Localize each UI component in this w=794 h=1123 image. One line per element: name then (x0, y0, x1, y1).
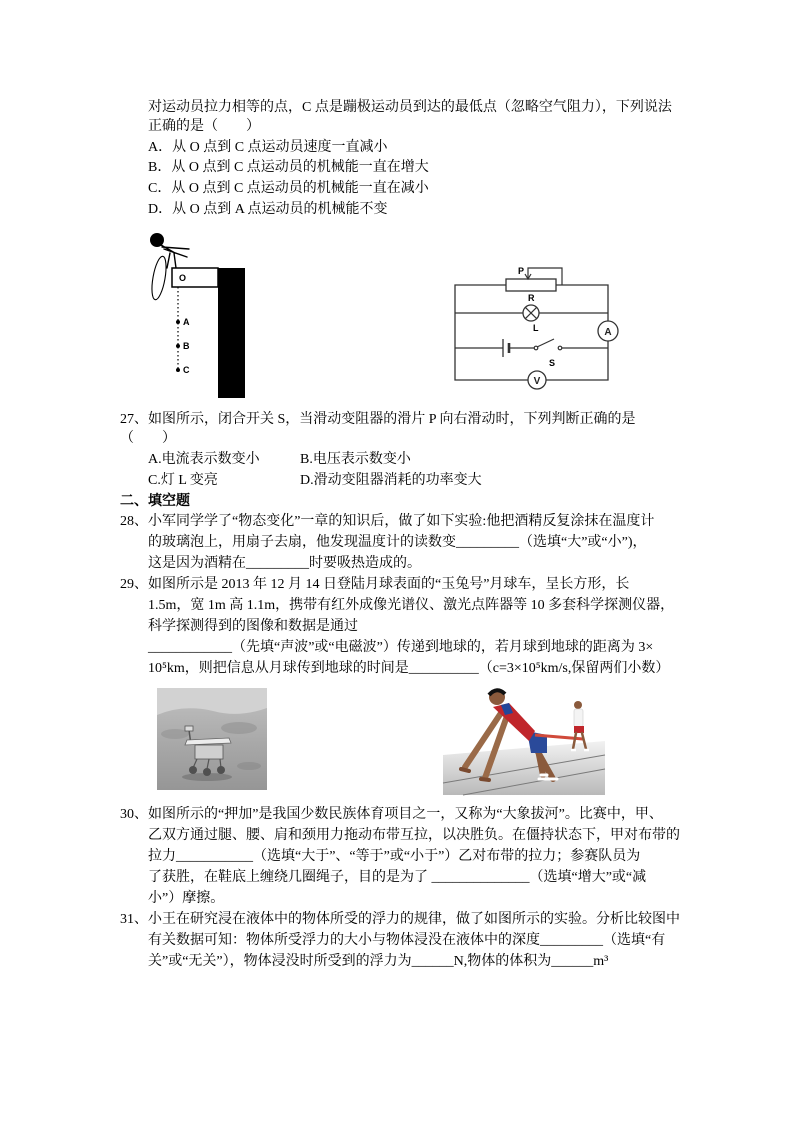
q30-line-3: 拉力___________（选填“大于”、“等于”或“小于”）乙对布带的拉力；参赛队员为 (148, 849, 641, 864)
q26-stem-line-1: 对运动员拉力相等的点，C 点是蹦极运动员到达的最低点（忽略空气阻力），下列说法 (148, 100, 672, 115)
q27-stem-line-1: 27、如图所示，闭合开关 S，当滑动变阻器的滑片 P 向右滑动时，下列判断正确的是 (120, 412, 636, 427)
circuit-diagram (448, 262, 616, 392)
q28-line-3: 这是因为酒精在_________时要吸热造成的。 (148, 556, 421, 571)
battery (503, 339, 509, 357)
point-c-label: C (183, 365, 190, 375)
q28-line-1: 28、小军同学学了“物态变化”一章的知识后，做了如下实验:他把酒精反复涂抹在温度计 (120, 514, 655, 529)
lamp-l-label: L (533, 323, 539, 333)
q26-option-c: C．从 O 点到 C 点运动员的机械能一直在减小 (148, 181, 429, 196)
bungee-diagram (145, 228, 250, 400)
switch-s (534, 339, 562, 350)
rheostat-r-label: R (528, 293, 535, 303)
q27-option-c: C.灯 L 变亮 (148, 473, 218, 488)
q31-line-3: 关”或“无关”），物体浸没时所受到的浮力为______N,物体的体积为______m³ (148, 954, 609, 969)
crater-shadow (221, 722, 257, 734)
point-b-label: B (183, 341, 190, 351)
point-c-dot (176, 368, 180, 372)
voltmeter (528, 371, 546, 389)
point-a-label: A (183, 317, 190, 327)
slider-p-label: P (518, 266, 525, 276)
rheostat (506, 279, 556, 291)
q30-line-5: 小”）摩擦。 (148, 891, 225, 906)
switch-s-label: S (549, 358, 556, 368)
q29-line-4: ____________（先填“声波”或“电磁波”）传递到地球的，若月球到地球的距离为 3× (148, 640, 654, 655)
q31-line-2: 有关数据可知：物体所受浮力的大小与物体浸没在液体中的深度_________（选填“有 (148, 933, 666, 948)
cliff-wall (218, 268, 245, 398)
q31-line-1: 31、小王在研究浸在液体中的物体所受的浮力的规律，做了如图所示的实验。分析比较图中 (120, 912, 680, 927)
moon-rover-photo (157, 688, 267, 790)
q29-line-2: 1.5m，宽 1m 高 1.1m，携带有红外成像光谱仪、激光点阵器等 10 多套科学探测仪器， (148, 598, 675, 613)
point-b-dot (176, 344, 180, 348)
q29-line-3: 科学探测得到的图像和数据是通过 (148, 619, 358, 634)
q26-stem-line-2: 正确的是（ ） (148, 119, 260, 134)
q27-option-d: D.滑动变阻器消耗的功率变大 (300, 473, 482, 488)
voltmeter-label: V (533, 376, 541, 387)
q28-line-2: 的玻璃泡上，用扇子去扇，他发现温度计的读数变_________（选填“大”或“小”)， (148, 535, 647, 550)
ammeter (598, 321, 618, 341)
crater-shadow (237, 762, 261, 770)
q30-line-2: 乙双方通过腿、腰、肩和颈用力拖动布带互拉，以决胜负。在僵持状态下，甲对布带的 (148, 828, 680, 843)
ammeter-label: A (604, 327, 612, 338)
q27-option-a: A.电流表示数变小 (148, 452, 260, 467)
q26-option-b: B．从 O 点到 C 点运动员的机械能一直在增大 (148, 160, 429, 175)
point-o-label: O (179, 273, 187, 283)
q29-line-5: 10⁵km，则把信息从月球传到地球的时间是__________（c=3×10⁵km/s,保留两们小数） (148, 661, 670, 676)
jumper-figure (149, 233, 189, 301)
point-a-dot (176, 320, 180, 324)
lamp-l (523, 305, 539, 321)
q26-option-a: A．从 O 点到 C 点运动员速度一直减小 (148, 140, 388, 155)
section-2-title: 二、填空题 (120, 494, 190, 509)
q30-line-4: 了获胜，在鞋底上缠绕几圈绳子，目的是为了 ______________（选填“增大”或“减 (148, 870, 647, 885)
yajia-athlete-photo (443, 683, 605, 795)
q26-option-d: D．从 O 点到 A 点运动员的机械能不变 (148, 202, 388, 217)
q30-line-1: 30、如图所示的“押加”是我国少数民族体育项目之一，又称为“大象拔河”。比赛中，甲、 (120, 807, 663, 822)
q27-option-b: B.电压表示数变小 (300, 452, 411, 467)
q29-line-1: 29、如图所示是 2013 年 12 月 14 日登陆月球表面的“玉兔号”月球车，呈长方形，长 (120, 577, 630, 592)
q27-stem-line-2: （ ） (120, 431, 176, 446)
